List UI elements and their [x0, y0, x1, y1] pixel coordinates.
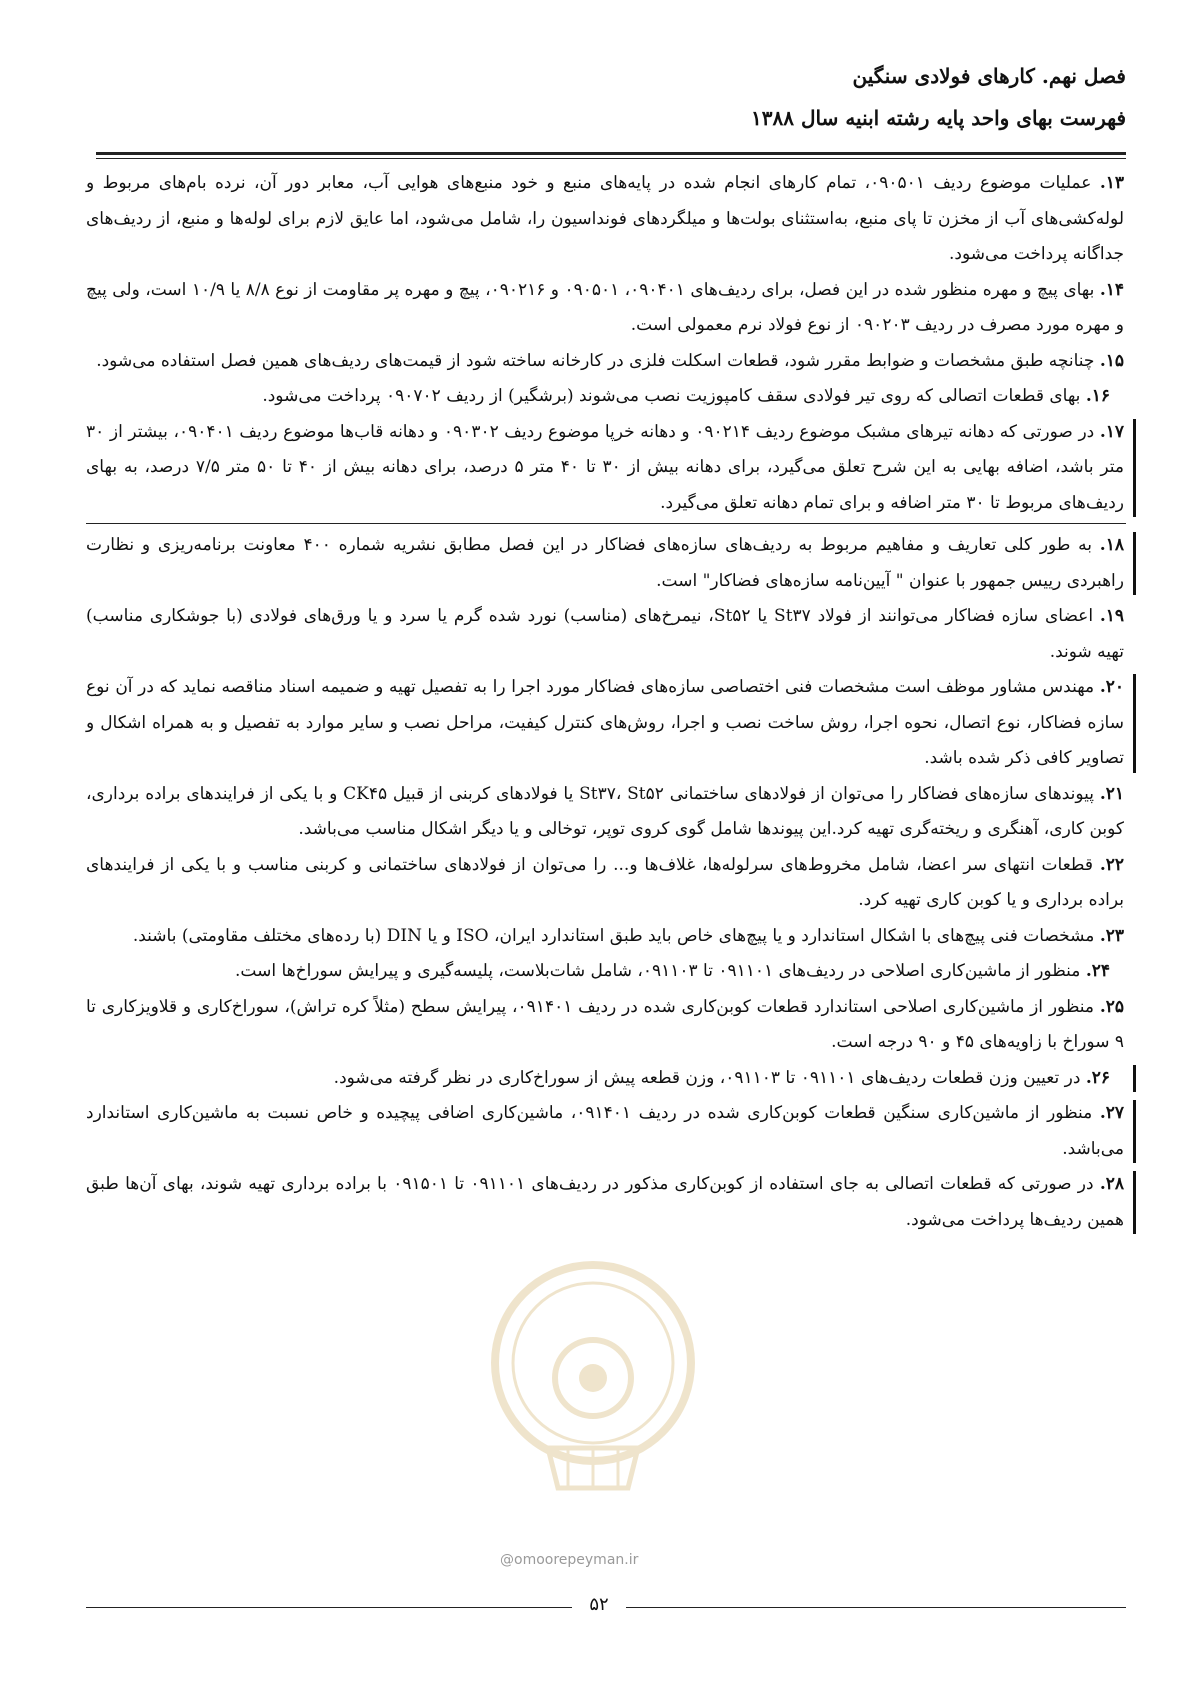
clause-16: [86, 379, 1126, 415]
clause-number: ۲۷.: [1099, 1103, 1125, 1123]
clause-text: مشخصات فنی پیچ‌های با اشکال استاندارد و یا پیچ‌های خاص باید طبق استاندارد ایران، ISO و یا DIN (با رده‌های مختلف مقاومتی) باشند.: [132, 925, 1095, 946]
clause-number: ۲۴.: [1085, 961, 1110, 981]
clause-number: ۱۶.: [1085, 386, 1110, 406]
clause-text: به طور کلی تعاریف و مفاهیم مربوط به ردیف‌های سازه‌های فضاکار در این فصل مطابق نشریه شماره ۴۰۰ معاونت برنامه‌ریزی و نظارت راهبردی رییس جمهور با عنوان " آیین‌نامه سازه‌های فضاکار" است.: [86, 535, 1124, 591]
clause-text: بهای قطعات اتصالی که روی تیر فولادی سقف کامپوزیت نصب می‌شوند (برشگیر) از ردیف ۰۹۰۷۰۲ پرداخت می‌شود.: [262, 386, 1081, 406]
clause-number: ۱۷.: [1099, 421, 1125, 442]
clause-text: بهای پیچ و مهره منظور شده در این فصل، برای ردیف‌های ۰۹۰۴۰۱، ۰۹۰۵۰۱ و ۰۹۰۲۱۶، پیچ و مهره پر مقاومت از نوع ۸/۸ یا ۱۰/۹ است، ولی پیچ و مهره مورد مصرف در ردیف ۰۹۰۲۰۳ از نوع فولاد نرم معمولی است.: [86, 279, 1124, 335]
header-rule-thin: [96, 158, 1126, 159]
clause-26: [86, 1061, 1126, 1097]
clause-text: مهندس مشاور موظف است مشخصات فنی اختصاصی سازه‌های فضاکار مورد اجرا را به تفصیل تهیه و ضمیمه اسناد مناقصه نماید که در آن نوع سازه فضاکار، نوع اتصال، نحوه اجرا، روش ساخت نصب و اجرا، روش‌های کنترل کیفیت، مراحل نصب و سایر موارد به تفصیل و به همراه اشکال و تصاویر کافی ذکر شده باشد.: [86, 677, 1124, 768]
clause-number: ۱۹.: [1099, 606, 1125, 626]
clause-number: ۲۰.: [1099, 677, 1125, 697]
clause-number: ۱۴.: [1099, 279, 1124, 300]
clause-18: [86, 528, 1126, 599]
clause-text: عملیات موضوع ردیف ۰۹۰۵۰۱، تمام کارهای انجام شده در پایه‌های منبع و خود منبع‌های هوایی آب، معابر دور آن، نرده بام‌های مربوط و لوله‌کشی‌های آب از مخزن تا پای منبع، به‌استثنای بولت‌ها و میلگردهای فونداسیون را، شامل می‌شود، اما عایق لازم برای لوله‌ها و منبع، از ردیف‌های جداگانه پرداخت می‌شود.: [86, 173, 1124, 264]
document-subtitle: فهرست بهای واحد پایه رشته ابنیه سال ۱۳۸۸: [751, 106, 1126, 130]
page-number: ۵۲: [589, 1594, 609, 1615]
clause-13: [86, 166, 1126, 273]
clause-text: قطعات انتهای سر اعضا، شامل مخروط‌های سرلوله‌ها، غلاف‌ها و... را می‌توان از فولادهای ساختمانی و کربنی مناسب و با یکی از فرایندهای براده برداری و یا کوبن کاری تهیه کرد.: [86, 854, 1124, 910]
page-header: [226, 62, 1126, 132]
clause-17: [86, 415, 1126, 522]
clause-text: در صورتی که دهانه تیرهای مشبک موضوع ردیف ۰۹۰۲۱۴ و دهانه خرپا موضوع ردیف ۰۹۰۳۰۲ و دهانه قاب‌ها موضوع ردیف ۰۹۰۴۰۱، بیشتر از ۳۰ متر باشد، اضافه بهایی به این شرح تعلق می‌گیرد، برای دهانه بیش از ۳۰ تا ۴۰ متر ۵ درصد، برای دهانه بیش از ۴۰ تا ۵۰ متر ۷/۵ درصد، به بهای ردیف‌های مربوط تا ۳۰ متر اضافه و برای تمام دهانه تعلق می‌گیرد.: [86, 421, 1124, 513]
clause-15: [86, 344, 1126, 380]
clause-number: ۱۳.: [1099, 173, 1124, 193]
clause-20: [86, 670, 1126, 777]
clause-21: [86, 777, 1126, 848]
clause-text: اعضای سازه فضاکار می‌توانند از فولاد St۳۷ یا St۵۲، نیمرخ‌های (مناسب) نورد شده گرم یا سرد و یا ورق‌های فولادی (با جوشکاری مناسب) تهیه شوند.: [86, 606, 1124, 662]
clause-text: در صورتی که قطعات اتصالی به جای استفاده از کوبن‌کاری مذکور در ردیف‌های ۰۹۱۱۰۱ تا ۰۹۱۵۰۱ با براده برداری تهیه شوند، بهای آن‌ها طبق همین ردیف‌ها پرداخت می‌شود.: [86, 1174, 1124, 1230]
clause-number: ۲۲.: [1099, 854, 1125, 875]
clause-text: منظور از ماشین‌کاری اصلاحی در ردیف‌های ۰۹۱۱۰۱ تا ۰۹۱۱۰۳، شامل شات‌بلاست، پلیسه‌گیری و پیرایش سوراخ‌ها است.: [235, 961, 1081, 981]
clause-14: [86, 273, 1126, 344]
clause-number: ۲۸.: [1099, 1174, 1124, 1194]
footer-rule-right: [626, 1607, 1126, 1608]
clause-text: منظور از ماشین‌کاری سنگین قطعات کوبن‌کاری شده در ردیف ۰۹۱۴۰۱، ماشین‌کاری اضافی پیچیده و خاص نسبت به ماشین‌کاری استاندارد می‌باشد.: [86, 1103, 1124, 1159]
clause-number: ۲۱.: [1099, 783, 1125, 804]
clause-27: [86, 1096, 1126, 1167]
clause-25: [86, 990, 1126, 1061]
clause-22: [86, 848, 1126, 919]
clause-text: پیوندهای سازه‌های فضاکار را می‌توان از فولادهای ساختمانی St۳۷، St۵۲ یا فولادهای کربنی از قبیل CK۴۵ و با یکی از فرایندهای براده برداری، کوبن کاری، آهنگری و ریخته‌گری تهیه کرد.این پیوندها شامل گوی کروی توپر، توخالی و یا دیگر اشکال مناسب می‌باشد.: [86, 783, 1124, 839]
clause-23: [86, 919, 1126, 955]
clause-number: ۱۸.: [1099, 535, 1124, 555]
clause-19: [86, 599, 1126, 670]
clause-28: [86, 1167, 1126, 1238]
clause-number: ۲۵.: [1099, 996, 1125, 1017]
clause-24: [86, 954, 1126, 990]
clause-text: در تعیین وزن قطعات ردیف‌های ۰۹۱۱۰۱ تا ۰۹۱۱۰۳، وزن قطعه پیش از سوراخ‌کاری در نظر گرفته می‌شود.: [333, 1067, 1081, 1088]
section-divider: [86, 523, 1126, 524]
watermark-site: @omoorepeyman.ir: [500, 1552, 639, 1568]
clause-list: [86, 166, 1126, 1238]
clause-number: ۲۶.: [1085, 1067, 1110, 1088]
watermark-emblem: [488, 1258, 698, 1518]
clause-text: منظور از ماشین‌کاری اصلاحی استاندارد قطعات کوبن‌کاری شده در ردیف ۰۹۱۴۰۱، پیرایش سطح (مثلاً کره تراش)، سوراخ‌کاری و قلاویزکاری تا ۹ سوراخ با زاویه‌های ۴۵ و ۹۰ درجه است.: [86, 996, 1124, 1052]
clause-number: ۲۳.: [1099, 925, 1124, 946]
clause-text: چنانچه طبق مشخصات و ضوابط مقرر شود، قطعات اسکلت فلزی در کارخانه ساخته شود از قیمت‌های ردیف‌های همین فصل استفاده می‌شود.: [96, 350, 1095, 371]
clause-number: ۱۵.: [1099, 350, 1124, 371]
footer-rule-left: [86, 1607, 572, 1608]
chapter-title: فصل نهم. کارهای فولادی سنگین: [852, 64, 1126, 88]
header-rule: [96, 152, 1126, 155]
